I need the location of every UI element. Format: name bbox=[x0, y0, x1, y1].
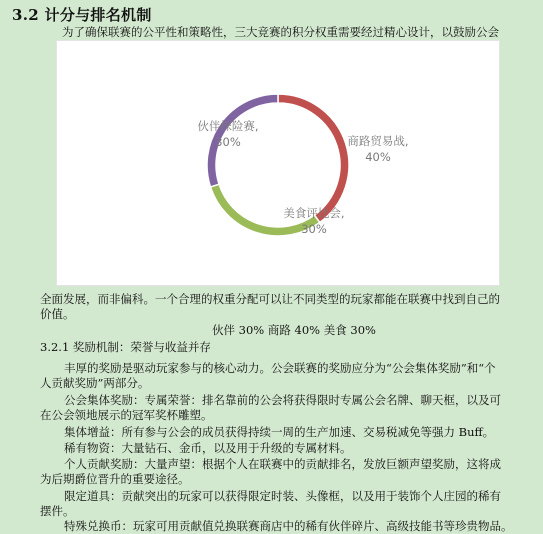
donut-svg bbox=[57, 41, 499, 285]
slice-data-label: 商路贸易战, 40% bbox=[347, 134, 409, 164]
paragraph-line: 人贡献奖励”两部分。 bbox=[40, 376, 150, 390]
paragraph-line: 公会集体奖励：专属荣誉：排名靠前的公会将获得限时专属公会名牌、聊天框，以及可 bbox=[64, 393, 501, 407]
paragraph-line: 在公会领地展示的冠军奖杯雕塑。 bbox=[40, 408, 213, 422]
section-heading: 3.2 计分与排名机制 bbox=[12, 6, 152, 24]
paragraph-line: 丰厚的奖励是驱动玩家参与的核心动力。公会联赛的奖励应分为“公会集体奖励”和“个 bbox=[64, 361, 496, 375]
weight-donut-chart bbox=[56, 40, 500, 286]
paragraph-line: 个人贡献奖励：大量声望：根据个人在联赛中的贡献排名，发放巨额声望奖励，这将成 bbox=[64, 457, 501, 471]
weights-summary: 伙伴 30% 商路 40% 美食 30% bbox=[212, 323, 376, 337]
paragraph-line: 为后期爵位晋升的重要途径。 bbox=[40, 472, 190, 486]
slice-data-label: 美食评比会, 30% bbox=[283, 206, 345, 236]
intro-paragraph: 为了确保联赛的公平性和策略性，三大竞赛的积分权重需要经过精心设计，以鼓励公会 bbox=[62, 25, 499, 39]
paragraph-line: 特殊兑换币：玩家可用贡献值兑换联赛商店中的稀有伙伴碎片、高级技能书等珍贵物品。 bbox=[64, 519, 513, 533]
paragraph-line: 价值。 bbox=[40, 307, 75, 321]
paragraph-line: 限定道具：贡献突出的玩家可以获得限定时装、头像框，以及用于装饰个人庄园的稀有 bbox=[64, 489, 501, 503]
paragraph-line: 全面发展，而非偏科。一个合理的权重分配可以让不同类型的玩家都能在联赛中找到自己的 bbox=[40, 292, 500, 306]
slice-data-label: 伙伴探险赛, 30% bbox=[197, 119, 259, 149]
subsection-heading: 3.2.1 奖励机制：荣誉与收益并存 bbox=[40, 340, 211, 354]
paragraph-line: 集体增益：所有参与公会的成员获得持续一周的生产加速、交易税减免等强力 Buff。 bbox=[64, 425, 495, 439]
donut-slice-1 bbox=[278, 94, 349, 222]
paragraph-line: 稀有物资：大量钻石、金币，以及用于升级的专属材料。 bbox=[64, 441, 352, 455]
paragraph-line: 摆件。 bbox=[40, 504, 75, 518]
